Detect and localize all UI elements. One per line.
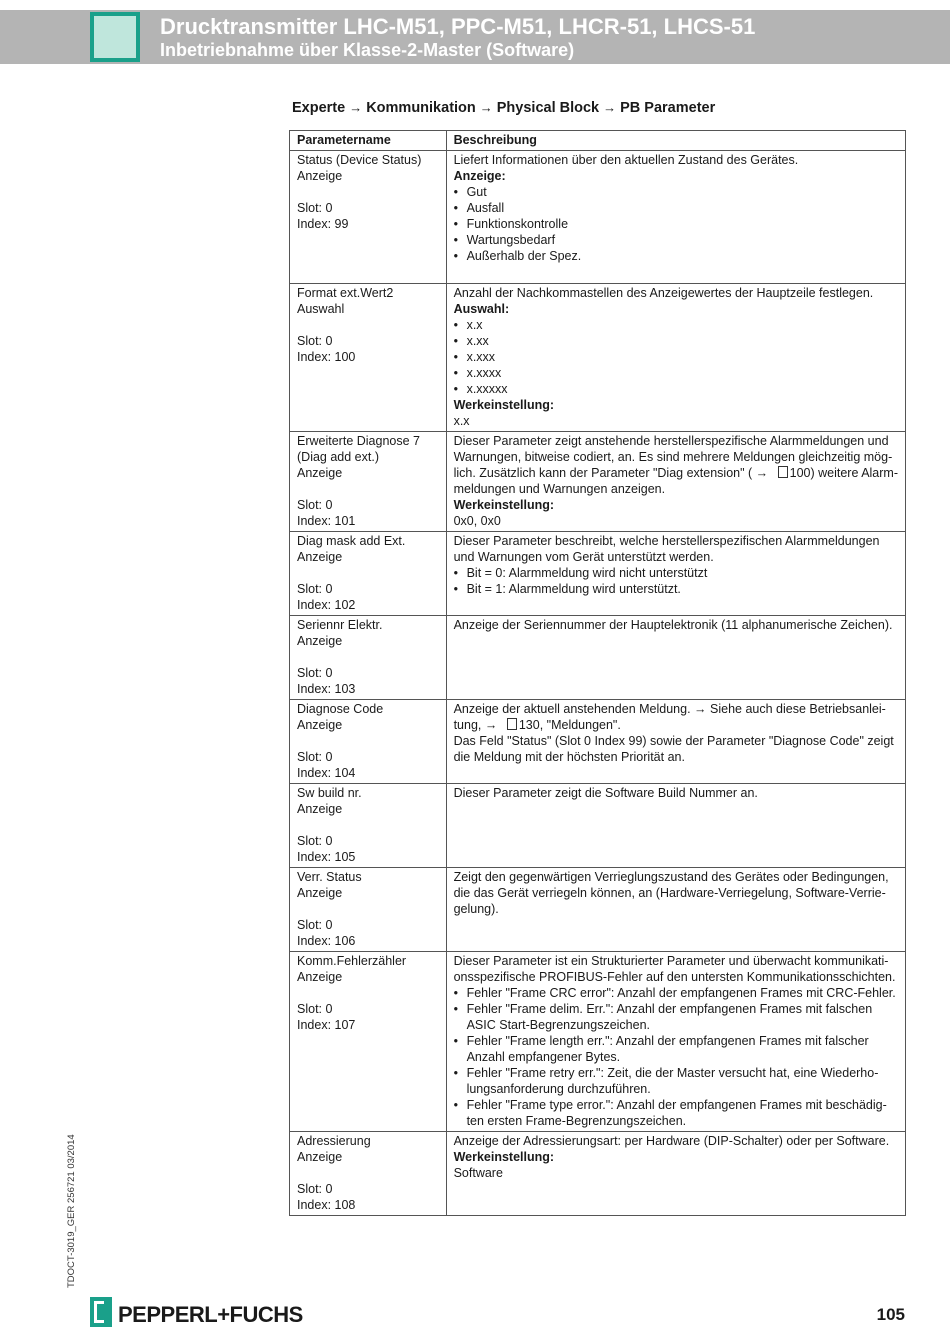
list-item: • Gut <box>454 184 898 200</box>
param-access: Anzeige <box>297 1150 343 1164</box>
breadcrumb-item: Physical Block <box>496 100 600 116</box>
description-text: Das Feld "Status" (Slot 0 Index 99) sowie der Parameter "Diagnose Code" zeigt <box>453 734 894 748</box>
description-cell <box>446 1132 905 1216</box>
description-text: tung, → 130, "Meldungen". <box>453 718 621 732</box>
list-item: • x.xxx <box>454 349 898 365</box>
param-index: Index: 105 <box>297 850 356 864</box>
page-number: 105 <box>876 1305 905 1324</box>
description-cell <box>446 284 905 432</box>
param-name: Seriennr Elektr. <box>297 618 383 632</box>
param-index: Index: 100 <box>297 350 356 364</box>
list-item: • Fehler "Frame CRC error": Anzahl der empfangenen Frames mit CRC-Fehler. <box>454 985 898 1001</box>
right-arrow-icon: → <box>690 702 711 716</box>
list-item: • Fehler "Frame retry err.": Zeit, die der Master versucht hat, eine Wiederho- lungsanforderung durchzuführen. <box>454 1065 898 1097</box>
description-text: Warnungen, bitweise codiert, an. Es sind mehrere Meldungen gleichzeitig mög- <box>453 450 893 464</box>
description-text: Zeigt den gegenwärtigen Verrieglungszustand des Gerätes oder Bedingungen, <box>453 870 889 884</box>
table-header-row <box>290 131 906 151</box>
table-row <box>290 1132 906 1216</box>
list-item: • Ausfall <box>454 200 898 216</box>
list-item: • Bit = 1: Alarmmeldung wird unterstützt. <box>454 581 898 597</box>
param-slot: Slot: 0 <box>297 201 333 215</box>
breadcrumb-item: PB Parameter <box>620 100 716 116</box>
default-value: 0x0, 0x0 <box>453 514 501 528</box>
param-slot: Slot: 0 <box>297 334 333 348</box>
param-index: Index: 103 <box>297 682 356 696</box>
param-access: Anzeige <box>297 634 343 648</box>
description-text: meldungen und Warnungen anzeigen. <box>453 482 666 496</box>
description-cell <box>446 432 905 532</box>
list-item: • Fehler "Frame type error.": Anzahl der empfangenen Frames mit beschädig- ten ersten Frame-Begrenzungszeichen. <box>454 1097 898 1129</box>
parameter-table <box>289 130 906 1216</box>
param-access: Anzeige <box>297 802 343 816</box>
description-text: Dieser Parameter zeigt anstehende herstellerspezifische Alarmmeldungen und <box>453 434 889 448</box>
param-slot: Slot: 0 <box>297 834 333 848</box>
param-name: Adressierung <box>297 1134 371 1148</box>
param-slot: Slot: 0 <box>297 498 333 512</box>
right-arrow-icon: → <box>481 718 501 732</box>
param-name: Komm.Fehlerzähler <box>297 954 407 968</box>
description-cell <box>446 532 905 616</box>
right-arrow-icon: → <box>349 100 363 115</box>
param-name: Format ext.Wert2 <box>297 286 394 300</box>
company-logo-text: PEPPERL+FUCHS <box>118 1302 303 1327</box>
param-name: Diagnose Code <box>297 702 384 716</box>
param-access: Anzeige <box>297 886 343 900</box>
parameter-name-cell <box>290 784 447 868</box>
param-index: Index: 104 <box>297 766 356 780</box>
breadcrumb <box>292 100 715 116</box>
default-value: Software <box>453 1166 503 1180</box>
list-item: • Funktionskontrolle <box>454 216 898 232</box>
list-item: • Außerhalb der Spez. <box>454 248 898 264</box>
param-slot: Slot: 0 <box>297 750 333 764</box>
param-access: Anzeige <box>297 169 343 183</box>
page-reference-icon <box>778 466 788 478</box>
document-code: TDOCT-3019_GER 256721 03/2014 <box>66 1134 77 1288</box>
description-text: Dieser Parameter zeigt die Software Build Nummer an. <box>453 786 758 800</box>
parameter-name-cell <box>290 868 447 952</box>
parameter-name-cell <box>290 284 447 432</box>
pepperl-fuchs-logo-icon <box>90 1297 112 1327</box>
table-row <box>290 784 906 868</box>
column-header: Parametername <box>290 131 447 151</box>
parameter-name-cell <box>290 532 447 616</box>
description-text: Anzeige der Seriennummer der Hauptelektronik (11 alphanumerische Zeichen). <box>453 618 893 632</box>
description-cell <box>446 700 905 784</box>
param-name: Erweiterte Diagnose 7 <box>297 434 420 448</box>
default-label: Werkeinstellung: <box>453 1150 555 1164</box>
list-item: • x.xxxx <box>454 365 898 381</box>
list-item: • x.xx <box>454 333 898 349</box>
breadcrumb-item: Experte <box>292 100 346 116</box>
parameter-name-cell <box>290 151 447 284</box>
description-text: Anzeige der Adressierungsart: per Hardware (DIP-Schalter) oder per Software. <box>453 1134 890 1148</box>
list-item: • Fehler "Frame delim. Err.": Anzahl der empfangenen Frames mit falschen ASIC Start-Begrenzungszeichen. <box>454 1001 898 1033</box>
page-reference-icon <box>507 718 517 730</box>
description-text: onsspezifische PROFIBUS-Fehler auf den untersten Kommunikationsschichten. <box>453 970 896 984</box>
param-index: Index: 106 <box>297 934 356 948</box>
table-row <box>290 284 906 432</box>
description-cell <box>446 616 905 700</box>
page-title: Drucktransmitter LHC-M51, PPC-M51, LHCR-51, LHCS-51 <box>160 14 756 39</box>
parameter-name-cell <box>290 952 447 1132</box>
description-text: Anzahl der Nachkommastellen des Anzeigewertes der Hauptzeile festlegen. <box>453 286 874 300</box>
page-subtitle: Inbetriebnahme über Klasse-2-Master (Software) <box>160 40 575 60</box>
right-arrow-icon: → <box>752 466 772 480</box>
param-slot: Slot: 0 <box>297 666 333 680</box>
param-slot: Slot: 0 <box>297 918 333 932</box>
list-item: • Wartungsbedarf <box>454 232 898 248</box>
list-item: • x.x <box>454 317 898 333</box>
param-index: Index: 107 <box>297 1018 356 1032</box>
table-row <box>290 952 906 1132</box>
table-row <box>290 868 906 952</box>
param-slot: Slot: 0 <box>297 1182 333 1196</box>
param-access: Anzeige <box>297 550 343 564</box>
description-text: gelung). <box>453 902 499 916</box>
table-row <box>290 151 906 284</box>
param-name: Verr. Status <box>297 870 362 884</box>
description-text: die Meldung mit der höchsten Priorität an. <box>453 750 685 764</box>
param-slot: Slot: 0 <box>297 582 333 596</box>
param-access: Anzeige <box>297 466 343 480</box>
column-header: Beschreibung <box>446 131 905 151</box>
param-access: Auswahl <box>297 302 345 316</box>
table-row <box>290 700 906 784</box>
default-value: x.x <box>453 414 470 428</box>
description-text: Dieser Parameter ist ein Strukturierter Parameter und überwacht kommunikati- <box>453 954 889 968</box>
param-slot: Slot: 0 <box>297 1002 333 1016</box>
right-arrow-icon: → <box>603 100 617 115</box>
description-subheading: Anzeige: <box>453 169 506 183</box>
list-item: • x.xxxxx <box>454 381 898 397</box>
parameter-name-cell <box>290 616 447 700</box>
header-accent-square <box>90 12 140 62</box>
parameter-name-cell <box>290 1132 447 1216</box>
description-text: die das Gerät verriegeln können, an (Hardware-Verriegelung, Software-Verrie- <box>453 886 886 900</box>
list-item: • Bit = 0: Alarmmeldung wird nicht unterstützt <box>454 565 898 581</box>
description-cell <box>446 151 905 284</box>
breadcrumb-item: Kommunikation <box>366 100 476 116</box>
parameter-name-cell <box>290 700 447 784</box>
description-cell <box>446 868 905 952</box>
parameter-name-cell <box>290 432 447 532</box>
param-access: Anzeige <box>297 970 343 984</box>
description-subheading: Auswahl: <box>453 302 510 316</box>
description-text: Liefert Informationen über den aktuellen Zustand des Gerätes. <box>453 153 799 167</box>
description-cell <box>446 952 905 1132</box>
list-item: • Fehler "Frame length err.": Anzahl der empfangenen Frames mit falscher Anzahl empfangener Bytes. <box>454 1033 898 1065</box>
param-name: Status (Device Status) <box>297 153 422 167</box>
table-row <box>290 432 906 532</box>
default-label: Werkeinstellung: <box>453 498 555 512</box>
description-text: und Warnungen vom Gerät unterstützt werden. <box>453 550 714 564</box>
description-cell <box>446 784 905 868</box>
param-index: Index: 108 <box>297 1198 356 1212</box>
table-row <box>290 616 906 700</box>
description-text: Dieser Parameter beschreibt, welche herstellerspezifischen Alarmmeldungen <box>453 534 880 548</box>
default-label: Werkeinstellung: <box>453 398 555 412</box>
description-text: Anzeige der aktuell anstehenden Meldung. → Siehe auch diese Betriebsanlei- <box>453 702 886 716</box>
param-name-alias: (Diag add ext.) <box>297 450 379 464</box>
param-access: Anzeige <box>297 718 343 732</box>
param-index: Index: 99 <box>297 217 349 231</box>
table-row <box>290 532 906 616</box>
param-index: Index: 101 <box>297 514 356 528</box>
description-text: lich. Zusätzlich kann der Parameter "Diag extension" ( → 100) weitere Alarm- <box>453 466 898 480</box>
param-name: Sw build nr. <box>297 786 362 800</box>
right-arrow-icon: → <box>479 100 493 115</box>
param-index: Index: 102 <box>297 598 356 612</box>
param-name: Diag mask add Ext. <box>297 534 406 548</box>
